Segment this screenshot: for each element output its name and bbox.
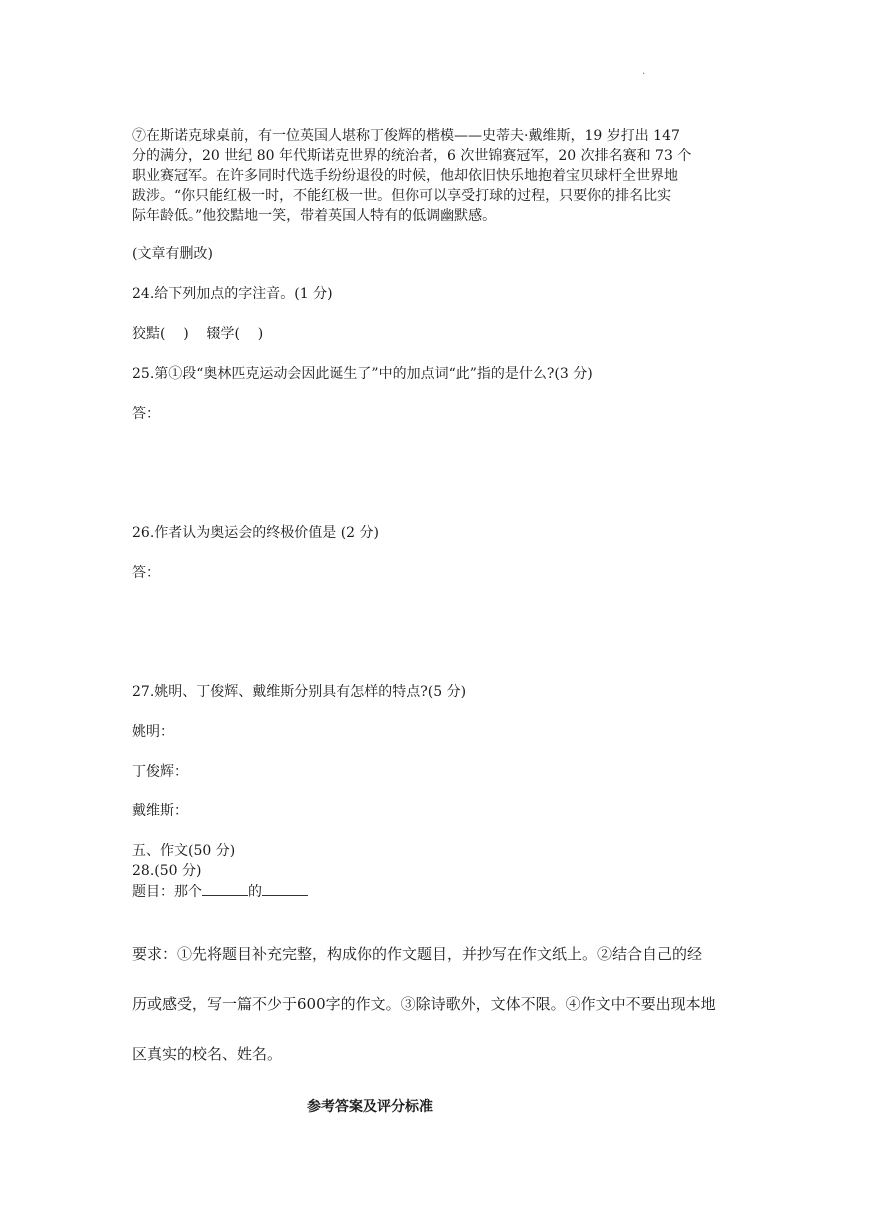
passage-line: 际年龄低。”他狡黠地一笑，带着英国人特有的低调幽默感。 [132,208,497,224]
answer-label: 答： [132,565,160,581]
topic-blank-2 [262,881,308,896]
question-24: 24.给下列加点的字注音。(1 分) [132,286,333,302]
topic-mid: 的 [248,884,262,900]
passage-line: 职业赛冠军。在许多同时代选手纷纷退役的时候，他却依旧快乐地抱着宝贝球杆全世界地 [132,168,678,184]
answers-heading: 参考答案及评分标准 [307,1099,433,1115]
trait-label-davis: 戴维斯： [132,803,188,819]
passage-line: 分的满分，20 世纪 80 年代斯诺克世界的统治者，6 次世锦赛冠军，20 次排名赛和 73 个 [132,148,692,164]
requirement-line: 要求：①先将题目补充完整，构成你的作文题目，并抄写在作文纸上。②结合自己的经 [132,945,703,963]
answer-label: 答： [132,406,160,422]
requirement-line: 区真实的校名、姓名。 [132,1045,283,1063]
composition-topic [132,881,308,902]
trait-label-dingjunhui: 丁俊辉： [132,764,188,780]
requirement-line: 历或感受，写一篇不少于600字的作文。③除诗歌外，文体不限。④作文中不要出现本地 [132,995,716,1013]
page-marker: . [642,66,646,77]
question-24-items: 狡黠( ) 辍学( ) [132,326,264,342]
passage-line: 跋涉。“你只能红极一时，不能红极一世。但你可以享受打球的过程，只要你的排名比实 [132,188,672,204]
question-28: 28.(50 分) [132,863,202,879]
trait-label-yaoming: 姚明： [132,724,174,740]
question-25: 25.第①段“奥林匹克运动会因此诞生了”中的加点词“此”指的是什么?(3 分) [132,366,593,382]
question-26: 26.作者认为奥运会的终极价值是 (2 分) [132,525,379,541]
topic-prefix: 题目：那个 [132,884,202,900]
question-27: 27.姚明、丁俊辉、戴维斯分别具有怎样的特点?(5 分) [132,684,467,700]
passage-line: ⑦在斯诺克球桌前，有一位英国人堪称丁俊辉的楷模——史蒂夫·戴维斯，19 岁打出 147 [132,128,680,144]
section-title: 五、作文(50 分) [132,843,236,859]
edit-note: (文章有删改) [132,246,213,262]
topic-blank-1 [202,881,248,896]
